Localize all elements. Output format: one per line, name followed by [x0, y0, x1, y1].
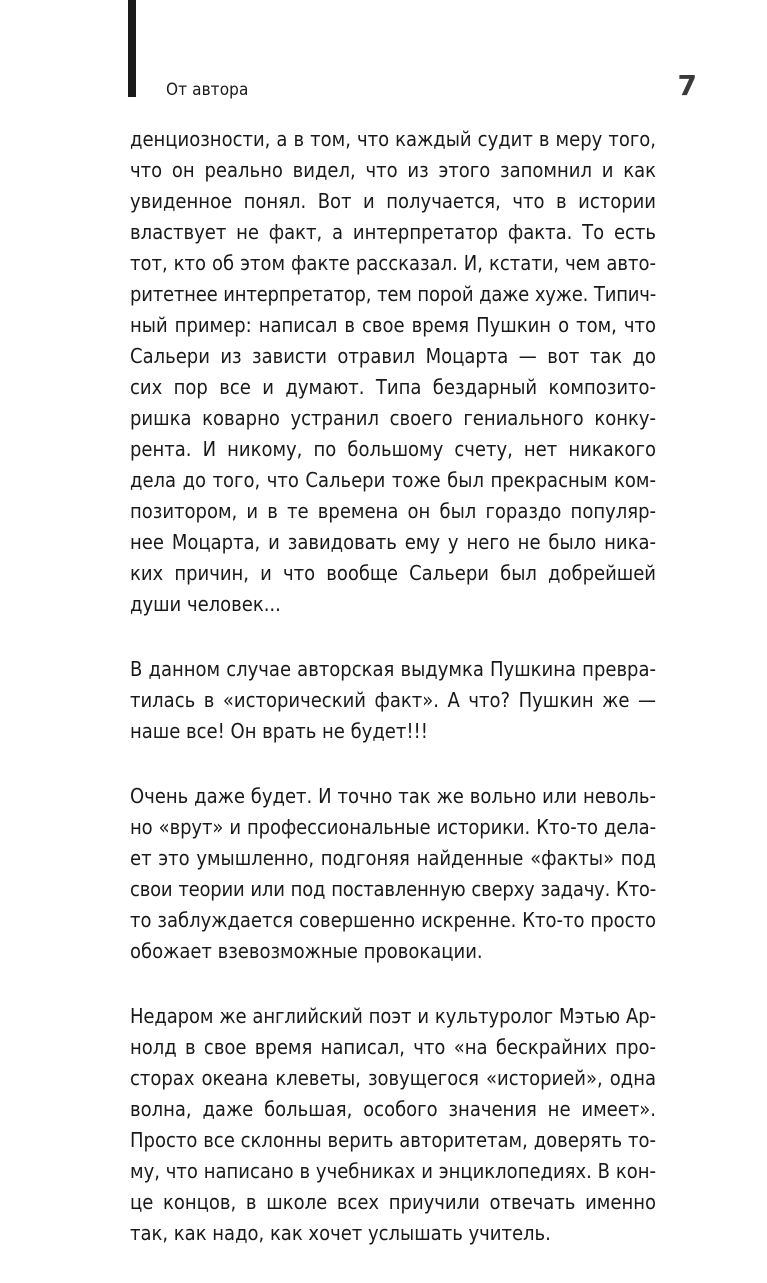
text-line: нолд в свое время написал, что «на бескрайних про- — [130, 1035, 656, 1059]
text-line: Недаром же английский поэт и культуролог Мэтью Ар- — [130, 1004, 656, 1028]
text-line: обожает взевозможные провокации. — [130, 939, 483, 963]
text-line: властвует не факт, а интерпретатор факта. То есть — [130, 220, 656, 244]
text-line: ришка коварно устранил своего гениального конку- — [130, 406, 656, 430]
text-line: что он реально видел, что из этого запомнил и как — [130, 158, 656, 182]
text-line: В данном случае авторская выдумка Пушкина превра- — [130, 657, 656, 681]
text-line: души человек... — [130, 592, 281, 616]
text-line: нее Моцарта, и завидовать ему у него не было ника- — [130, 530, 656, 554]
paragraph — [130, 781, 660, 967]
text-line: Очень даже будет. И точно так же вольно или неволь- — [130, 784, 656, 808]
text-line: Просто все склонны верить авторитетам, доверять то- — [130, 1128, 656, 1152]
running-header: От автора — [166, 80, 249, 100]
text-line: тот, кто об этом факте рассказал. И, кстати, чем авто- — [130, 251, 656, 275]
text-line: то заблуждается совершенно искренне. Кто-то просто — [130, 908, 656, 932]
text-line: денциозности, а в том, что каждый судит в меру того, — [130, 127, 656, 151]
text-line: дела до того, что Сальери тоже был прекрасным ком- — [130, 468, 656, 492]
text-line: сторах океана клеветы, зовущегося «историей», одна — [130, 1066, 656, 1090]
text-line: тилась в «исторический факт». А что? Пушкин же — — [130, 688, 656, 712]
paragraph — [130, 654, 660, 747]
text-line: наше все! Он врать не будет!!! — [130, 719, 428, 743]
header-rule — [128, 0, 136, 97]
text-line: ких причин, и что вообще Сальери был добрейшей — [130, 561, 656, 585]
text-line: сих пор все и думают. Типа бездарный композито- — [130, 375, 656, 399]
text-line: ный пример: написал в свое время Пушкин о том, что — [130, 313, 656, 337]
body-text — [130, 124, 660, 1283]
text-line: увиденное понял. Вот и получается, что в истории — [130, 189, 656, 213]
paragraph — [130, 1001, 660, 1249]
text-line: позитором, и в те времена он был гораздо популяр- — [130, 499, 656, 523]
text-line: му, что написано в учебниках и энциклопедиях. В кон- — [130, 1159, 656, 1183]
text-line: свои теории или под поставленную сверху задачу. Кто- — [130, 877, 656, 901]
text-line: це концов, в школе всех приучили отвечать именно — [130, 1190, 656, 1214]
text-line: но «врут» и профессиональные историки. Кто-то дела- — [130, 815, 656, 839]
page-number: 7 — [677, 69, 697, 102]
text-line: волна, даже большая, особого значения не имеет». — [130, 1097, 656, 1121]
text-line: ритетнее интерпретатор, тем порой даже хуже. Типич- — [130, 282, 656, 306]
text-line: так, как надо, как хочет услышать учитель. — [130, 1221, 551, 1245]
text-line: рента. И никому, по большому счету, нет никакого — [130, 437, 656, 461]
text-line: Сальери из зависти отравил Моцарта — вот так до — [130, 344, 656, 368]
text-line: ет это умышленно, подгоняя найденные «факты» под — [130, 846, 656, 870]
paragraph — [130, 124, 660, 620]
